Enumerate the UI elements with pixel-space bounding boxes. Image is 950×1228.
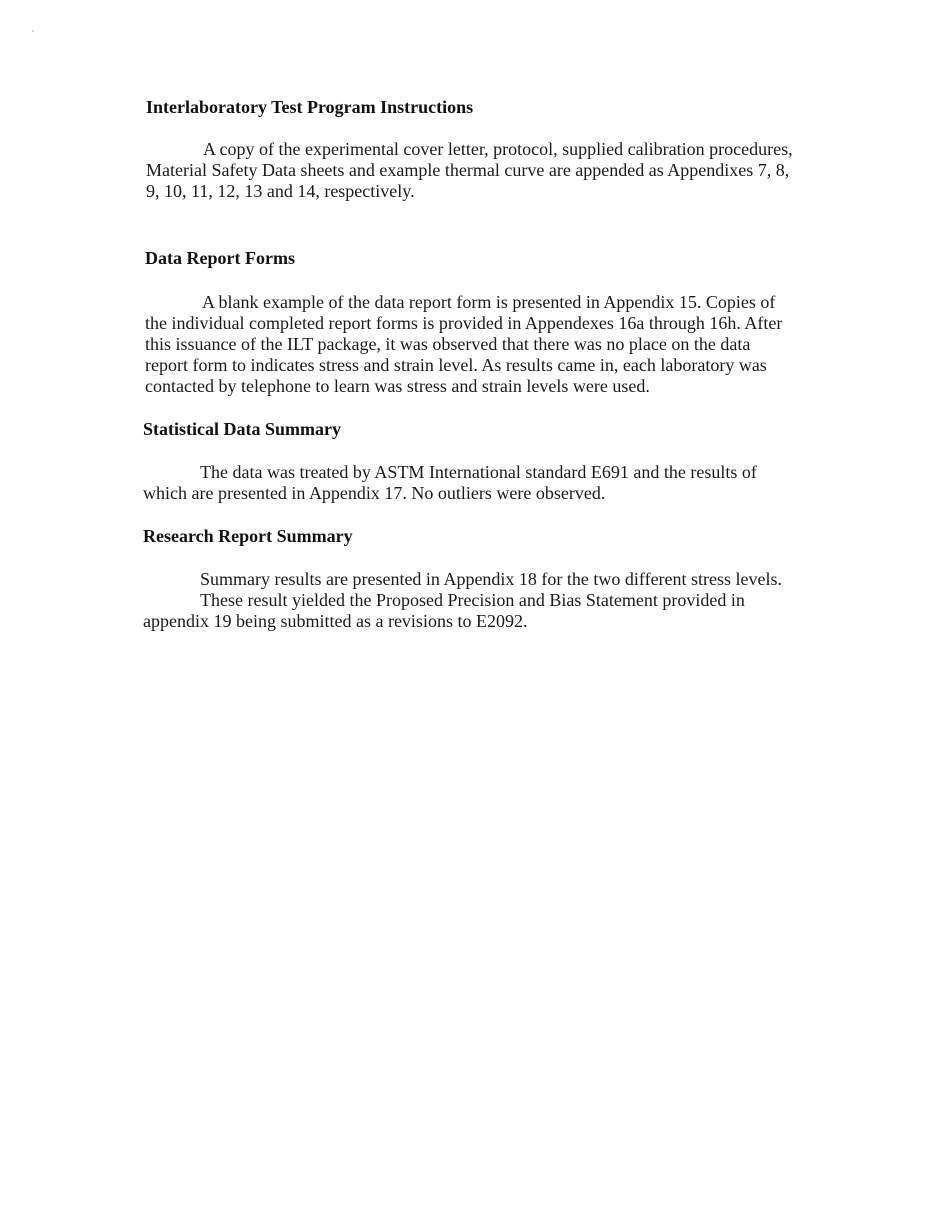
- section-statistical-data-summary: [143, 418, 833, 504]
- paragraph-line: 9, 10, 11, 12, 13 and 14, respectively.: [146, 181, 415, 201]
- section-paragraph: [143, 462, 833, 504]
- section-interlaboratory-test-program: [146, 96, 836, 202]
- paragraph-line: appendix 19 being submitted as a revisions to E2092.: [143, 611, 528, 631]
- section-heading: Interlaboratory Test Program Instructions: [146, 97, 474, 117]
- section-research-report-summary: [143, 525, 833, 632]
- paragraph-line: A copy of the experimental cover letter, protocol, supplied calibration procedures,: [203, 139, 793, 159]
- scan-speck: [32, 30, 34, 32]
- section-heading: Data Report Forms: [145, 248, 295, 268]
- paragraph-line: These result yielded the Proposed Precision and Bias Statement provided in: [200, 590, 745, 610]
- section-paragraph: [143, 569, 833, 632]
- paragraph-line: Summary results are presented in Appendix 18 for the two different stress levels.: [200, 569, 783, 589]
- section-paragraph: [146, 139, 836, 202]
- section-heading: Statistical Data Summary: [143, 419, 341, 439]
- section-data-report-forms: [145, 247, 835, 397]
- paragraph-line: the individual completed report forms is provided in Appendexes 16a through 16h. After: [145, 313, 783, 333]
- paragraph-line: Material Safety Data sheets and example thermal curve are appended as Appendixes 7, 8,: [146, 160, 790, 180]
- section-heading: Research Report Summary: [143, 526, 353, 546]
- section-paragraph: [145, 292, 835, 397]
- paragraph-line: which are presented in Appendix 17. No outliers were observed.: [143, 483, 606, 503]
- paragraph-line: The data was treated by ASTM International standard E691 and the results of: [200, 462, 757, 482]
- paragraph-line: A blank example of the data report form is presented in Appendix 15. Copies of: [202, 292, 776, 312]
- paragraph-line: report form to indicates stress and strain level. As results came in, each laboratory was: [145, 355, 767, 375]
- paragraph-line: this issuance of the ILT package, it was observed that there was no place on the data: [145, 334, 751, 354]
- paragraph-line: contacted by telephone to learn was stress and strain levels were used.: [145, 376, 650, 396]
